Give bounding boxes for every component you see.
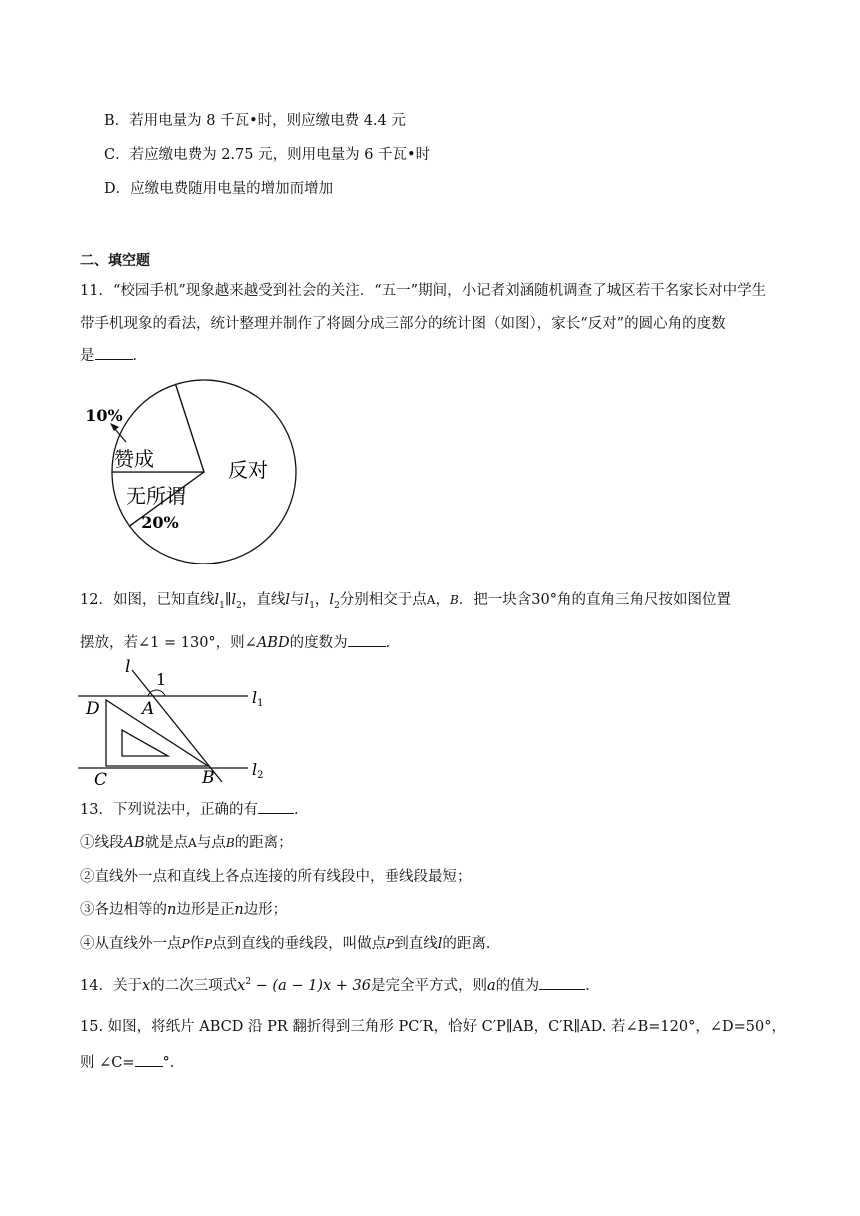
label-C: C [94, 770, 108, 788]
label-D: D [86, 699, 100, 719]
label-l: l [125, 658, 131, 677]
pie-percent-approve: 10% [85, 406, 123, 425]
q11-line3 [80, 345, 147, 366]
q14-answer-blank[interactable] [539, 975, 585, 990]
q11-text: ． [132, 348, 147, 364]
section-title: 二、填空题 [80, 253, 150, 269]
q11-line1: 11．“校园手机”现象越来越受到社会的关注．“五一”期间，小记者刘涵随机调查了城区若干名家长对中学生 [80, 283, 767, 299]
pie-slices [112, 380, 296, 564]
triangle-ruler-inner [122, 730, 168, 756]
pie-label-oppose: 反对 [228, 458, 268, 482]
q12-line1: 12．如图，已知直线$l_1\parallel l_2$，直线l与$l_1$，$l_2$分别相交于点A，B．把一块含30°角的直角三角尺按如图位置 [80, 592, 731, 611]
q14-line: 14．关于x的二次三项式$x^2 - (a - 1)x + 36$是完全平方式，则a的值为 ． [80, 972, 600, 996]
q13-statement-3: ③各边相等的n边形是正n边形； [80, 902, 288, 918]
label-A: A [142, 699, 155, 719]
q12-answer-blank[interactable] [348, 632, 386, 647]
label-l1: l1 [252, 688, 264, 709]
label-B: B [202, 768, 215, 788]
q11-line2: 带手机现象的看法，统计整理并制作了将圆分成三部分的统计图（如图），家长“反对”的圆心角的度数 [80, 316, 726, 332]
q12-figure [76, 658, 276, 788]
q13-statement-2: ②直线外一点和直线上各点连接的所有线段中，垂线段最短； [80, 869, 472, 885]
q13-statement-1: ①线段AB就是点A与点B的距离； [80, 835, 293, 851]
q12-line2: 摆放，若∠1 = 130°，则∠ABD的度数为 ． [80, 632, 400, 653]
q11-answer-blank[interactable] [95, 345, 133, 360]
pie-label-approve: 赞成 [114, 447, 154, 471]
option-d: D．应缴电费随用电量的增加而增加 [104, 181, 334, 197]
label-l2: l2 [252, 760, 264, 781]
q11-text: 是 [80, 348, 95, 364]
label-angle-1: 1 [156, 670, 167, 689]
option-b: B．若用电量为 8 千瓦•时，则应缴电费 4.4 元 [104, 113, 406, 129]
q13-statement-4: ④从直线外一点P作P点到直线的垂线段，叫做点P到直线l的距离． [80, 936, 501, 952]
q15-answer-blank[interactable] [135, 1052, 163, 1067]
option-c: C．若应缴电费为 2.75 元，则用电量为 6 千瓦•时 [104, 147, 431, 163]
q13-stem: 13．下列说法中，正确的有 ． [80, 799, 308, 820]
pie-label-indifferent: 无所谓 [126, 484, 186, 508]
q15-line2: 则 ∠C= °． [80, 1052, 184, 1073]
pie-chart [80, 364, 310, 564]
q15-line1: 15. 如图，将纸片 ABCD 沿 PR 翻折得到三角形 PC′R，恰好 C′P∥AB，C′R∥AD. 若∠B=120°，∠D=50°， [80, 1019, 786, 1035]
pie-percent-indifferent: 20% [141, 513, 179, 532]
q13-answer-blank[interactable] [258, 799, 294, 814]
